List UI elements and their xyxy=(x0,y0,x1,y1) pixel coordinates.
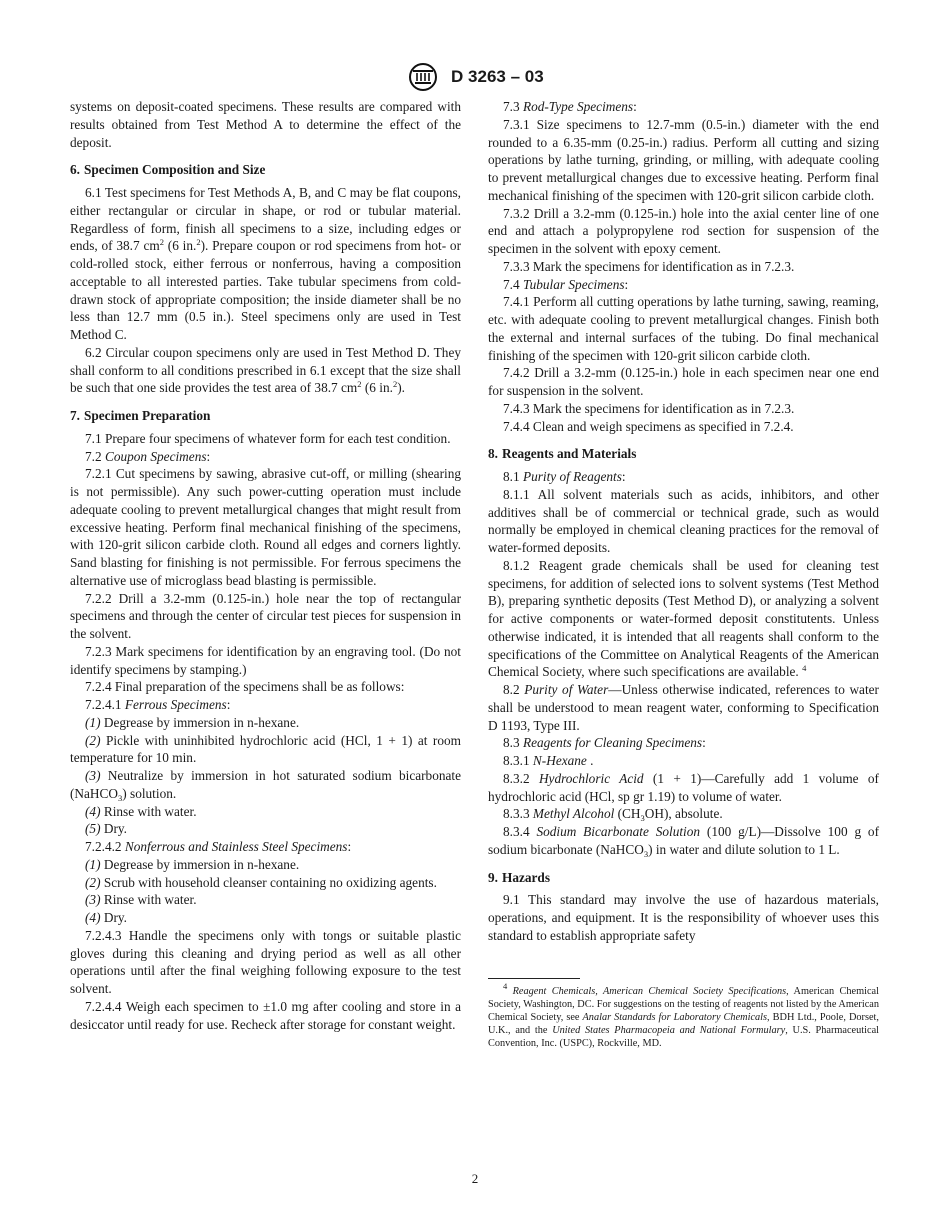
paragraph: 7.2.4 Final preparation of the specimens shall be as follows: xyxy=(85,679,405,695)
paragraph: 9.1 This standard may involve the use of hazardous materials, operations, and equipment. It is the responsibility of whoever uses this standard to establish appropriate safety xyxy=(488,892,879,943)
list-item: (2) Pickle with uninhibited hydrochloric acid (HCl, 1 + 1) at room temperature for 10 min. xyxy=(70,732,461,766)
footnote-divider xyxy=(488,978,580,979)
list-item: (4) Dry. xyxy=(85,910,127,925)
list-item: (3) Rinse with water. xyxy=(85,892,197,908)
footnote: $^4$ Reagent Chemicals, American Chemical Society Specifications, American Chemical Society, Washington, DC. For suggestions on the testing of reagents not listed by the American Chemical Society, see Analar Standards for Laboratory Chemicals, BDH Ltd., Poole, Dorset, U.K., and the United States Pharmacopeia and National Formulary, U.S. Pharmaceutical Convention, Inc. (USPC), Rockville, MD. xyxy=(488,980,880,1050)
document-designation: D 3263 – 03 xyxy=(451,67,544,86)
paragraph: 7.2.4.2 Nonferrous and Stainless Steel Specimens: xyxy=(85,839,352,854)
page-number: 2 xyxy=(471,1171,479,1186)
list-item: (4) Rinse with water. xyxy=(85,803,197,819)
footnote-reference[interactable]: 4 xyxy=(802,663,807,674)
paragraph: 7.3 Rod-Type Specimens: xyxy=(503,99,637,114)
paragraph: 8.1 Purity of Reagents: xyxy=(503,469,626,484)
paragraph: 7.2.1 Cut specimens by sawing, abrasive cut-off, or milling (shearing is not permissible). Any such power-cutting operation must include adequate cooling to prevent metallurgical changes that might result from excessive heating. Perform final mechanical finishing of the specimens, with 120-grit silicon carbide cloth. Round all edges and corners lightly. Sand blasting for finishing is not permissible. For ferrous specimens the alternative use of microglass bead blasting is permissible. xyxy=(70,466,461,588)
paragraph: 7.2 Coupon Specimens: xyxy=(85,448,211,464)
paragraph: 7.2.2 Drill a 3.2-mm (0.125-in.) hole near the top of rectangular specimens and through the center of circular test pieces for suspension in the solvent. xyxy=(70,590,461,641)
paragraph: 7.1 Prepare four specimens of whatever form for each test condition. xyxy=(85,430,451,446)
paragraph: 7.3.1 Size specimens to 12.7-mm (0.5-in.) diameter with the end rounded to a 6.35-mm (0.25-in.) radius. Perform all cutting and sizing operations by lathe turning, grinding, or milling, with adequate cooling to prevent metallurgical changes due to excessive heating. Perform final mechanical finishing of the specimen with 120-grit silicon carbide cloth. xyxy=(488,116,879,203)
right-column xyxy=(488,98,879,1051)
paragraph: 8.3 Reagents for Cleaning Specimens: xyxy=(503,735,706,751)
astm-logo-icon xyxy=(406,62,440,92)
paragraph: 8.3.2 Hydrochloric Acid (1 + 1)—Carefully add 1 volume of hydrochloric acid (HCl, sp gr 1.19) to volume of water. xyxy=(488,770,879,804)
paragraph: 8.1.2 Reagent grade chemicals shall be used for cleaning test specimens, for addition of selected ions to solvent systems (Test Method B), preparing synthetic deposits (Test Method D), or analyzing a solvent for active components or water-formed deposit constitutents. Unless otherwise indicated, it is intended that all reagents shall conform to the specifications of the Committee on Analytical Reagents of the American Chemical Society, where such specifications are available. $^4$ xyxy=(488,557,879,680)
paragraph: 8.2 Purity of Water—Unless otherwise indicated, references to water shall be understood to mean reagent water, conforming to Specification D 1193, Type III. xyxy=(488,682,879,733)
paragraph: 7.3.2 Drill a 3.2-mm (0.125-in.) hole into the axial center line of one end and attach a polypropylene rod section for suspension of the specimen in the solvent with epoxy cement. xyxy=(488,205,879,256)
section-heading: 8. Reagents and Materials xyxy=(488,446,637,462)
paragraph: 8.3.1 N-Hexane . xyxy=(503,753,594,768)
paragraph: 8.3.3 Methyl Alcohol $(CH_3OH)$, absolute. xyxy=(503,806,723,824)
paragraph: 7.2.4.1 Ferrous Specimens: xyxy=(85,697,231,712)
paragraph: 7.3.3 Mark the specimens for identification as in 7.2.3. xyxy=(503,258,795,274)
left-column xyxy=(70,98,461,1033)
paragraph: 6.1 Test specimens for Test Methods A, B, and C may be flat coupons, either rectangular or circular in shape, or rod or tubular material. Regardless of form, finish all specimens to a size, including edges or ends, of 38.7 $cm^2$ (6 in.$^2$). Prepare coupon or rod specimens from hot- or cold-rolled stock, either ferrous or nonferrous, having a composition acceptable to all interested parties. Take tubular specimens from cold-drawn stock of appropriate composition; the inside diameter shall be no less than 12.7 mm (0.5 in.). Steel specimens only are used in Test Method C. xyxy=(70,185,461,342)
list-item: (1) Degrease by immersion in n-hexane. xyxy=(85,714,300,730)
paragraph: 6.2 Circular coupon specimens only are used in Test Method D. They shall conform to all conditions prescribed in 6.1 except that the size shall be such that one side provides the test area of 38.7 $cm^2$ (6 in.$^2$). xyxy=(70,344,461,396)
paragraph: 8.3.4 Sodium Bicarbonate Solution (100 g/L)—Dissolve 100 g of sodium bicarbonate (NaHCO$_3$) in water and dilute solution to 1 L. xyxy=(488,824,879,859)
list-item: (5) Dry. xyxy=(85,821,127,837)
paragraph: 7.4 Tubular Specimens: xyxy=(503,276,629,292)
paragraph: 7.4.2 Drill a 3.2-mm (0.125-in.) hole in each specimen near one end for suspension in the solvent. xyxy=(488,365,879,398)
paragraph: 7.2.4.3 Handle the specimens only with tongs or suitable plastic gloves during this cleaning and drying period as well as all other operations until after the final weighing following exposure to the test solvent. xyxy=(70,927,461,996)
list-item: (1) Degrease by immersion in n-hexane. xyxy=(85,856,300,872)
paragraph: 7.4.4 Clean and weigh specimens as specified in 7.2.4. xyxy=(503,418,794,434)
list-item: (2) Scrub with household cleanser containing no oxidizing agents. xyxy=(85,874,437,890)
paragraph: systems on deposit-coated specimens. These results are compared with results obtained from Test Method A to determine the effect of the deposit. xyxy=(70,99,461,150)
list-item: (3) Neutralize by immersion in hot saturated sodium bicarbonate (NaHCO$_3$) solution. xyxy=(70,768,461,803)
paragraph: 7.2.3 Mark specimens for identification by an engraving tool. (Do not identify specimens by stamping.) xyxy=(70,643,461,677)
section-heading: 7. Specimen Preparation xyxy=(70,408,211,423)
section-heading: 6. Specimen Composition and Size xyxy=(70,162,266,178)
paragraph: 8.1.1 All solvent materials such as acids, inhibitors, and other additives shall be of commercial or technical grade, such as would normally be employed in chemical cleaning practices for the removal of water-formed deposits. xyxy=(488,486,879,555)
paragraph: 7.4.1 Perform all cutting operations by lathe turning, sawing, reaming, etc. with adequate cooling to prevent metallurgical changes. Finish both the external and internal surfaces of the tubing. Do final mechanical finishing of the specimen with 120-grit silicon carbide cloth. xyxy=(488,294,879,363)
paragraph: 7.2.4.4 Weigh each specimen to ±1.0 mg after cooling and store in a desiccator until ready for use. Recheck after storage for constant weight. xyxy=(70,998,461,1032)
section-heading: 9. Hazards xyxy=(488,869,550,885)
page-header xyxy=(0,62,950,92)
paragraph: 7.4.3 Mark the specimens for identification as in 7.2.3. xyxy=(503,400,795,416)
